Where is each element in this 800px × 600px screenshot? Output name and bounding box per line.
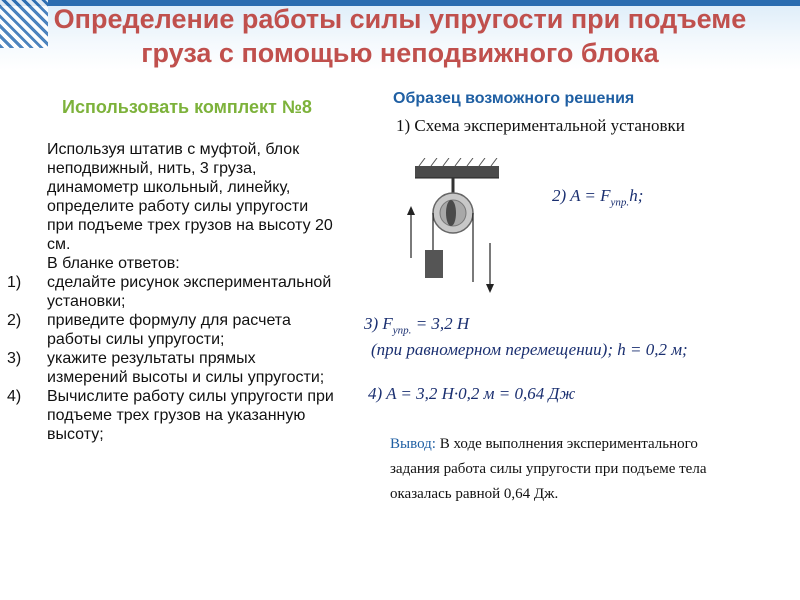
conclusion-text: В ходе выполнения экспериментального задания работа силы упругости при подъеме тела оказалась равной 0,64 Дж. [390, 436, 707, 502]
up-arrowhead [407, 206, 415, 215]
step-item [7, 311, 337, 349]
formula-work [552, 186, 643, 208]
load-weight [425, 250, 443, 278]
title-line-1: Определение работы силы упругости при подъеме [53, 4, 747, 34]
formula-work-subscript: упр. [610, 196, 630, 209]
step-number: 4) [7, 388, 22, 405]
pulley-hub [446, 200, 456, 226]
formula-force-prefix: 3) F [364, 314, 393, 333]
title-line-2: груза с помощью неподвижного блока [141, 38, 659, 68]
step-item [7, 273, 337, 311]
formula-force [364, 314, 469, 336]
step-number: 3) [7, 350, 22, 367]
formula-work-suffix: h; [629, 186, 644, 205]
formula-force-subscript: упр. [392, 324, 412, 337]
task-description: Используя штатив с муфтой, блок неподвижный, нить, 3 груза, динамометр школьный, линейку, определите работу силы упругости при подъеме трех грузов на высоту 20 см. [47, 141, 333, 253]
slide-title [40, 2, 760, 70]
step-text: приведите формулу для расчета работы силы упругости; [47, 312, 291, 348]
steps-list [7, 273, 337, 444]
pulley-diagram [405, 158, 505, 298]
formula-work-prefix: 2) A = F [552, 186, 611, 205]
step-text: укажите результаты прямых измерений высоты и силы упругости; [47, 350, 325, 386]
step-text: сделайте рисунок экспериментальной установки; [47, 274, 332, 310]
scheme-label: 1) Схема экспериментальной установки [396, 116, 685, 135]
step-item [7, 349, 337, 387]
answers-intro: В бланке ответов: [47, 255, 180, 272]
conclusion [390, 432, 720, 507]
kit-heading: Использовать комплект №8 [62, 97, 312, 117]
step-item [7, 387, 337, 444]
step-text: Вычислите работу силы упругости при подъеме трех грузов на указанную высоту; [47, 388, 334, 443]
conclusion-label: Вывод: [390, 436, 436, 452]
formula-force-value: = 3,2 Н [411, 314, 470, 333]
ceiling-beam [415, 166, 499, 178]
task-block [7, 140, 337, 444]
step-number: 1) [7, 274, 22, 291]
down-arrowhead [486, 284, 494, 293]
formula-result: 4) A = 3,2 Н·0,2 м = 0,64 Дж [368, 384, 576, 403]
solution-heading: Образец возможного решения [393, 90, 635, 107]
beam-hatching [419, 158, 497, 166]
formula-force-note: (при равномерном перемещении); h = 0,2 м; [371, 340, 688, 359]
step-number: 2) [7, 312, 22, 329]
